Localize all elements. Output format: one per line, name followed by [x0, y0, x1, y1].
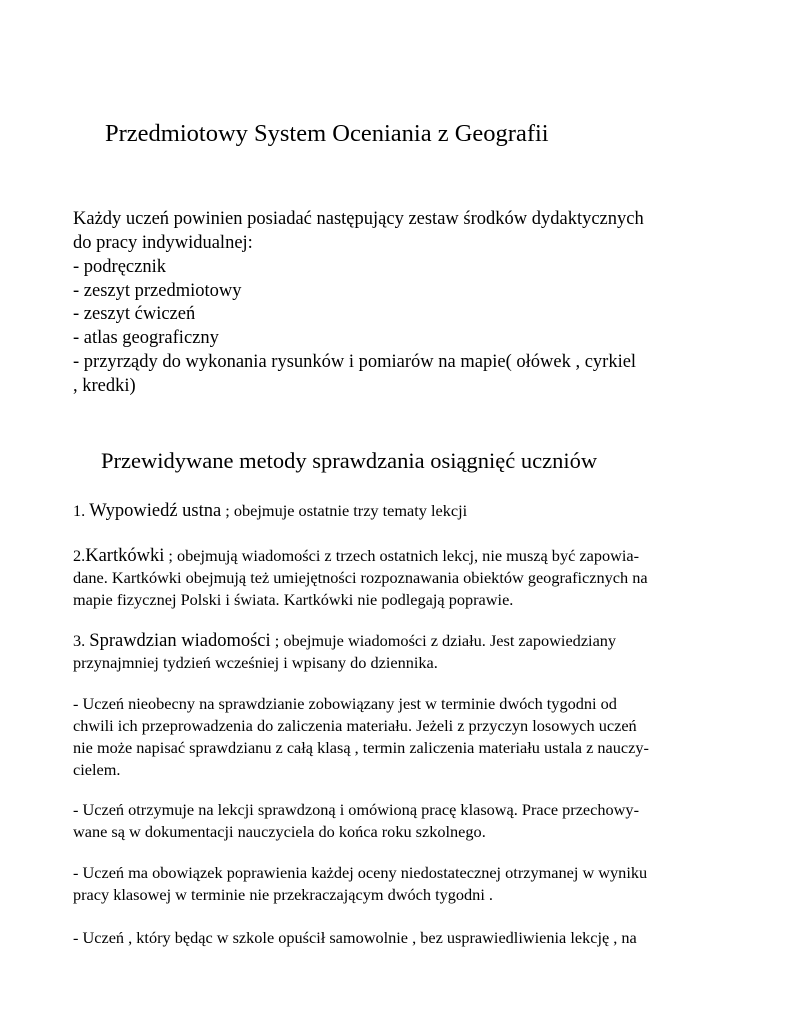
method-line [73, 500, 467, 522]
method-line [73, 545, 639, 567]
list-item: - przyrządy do wykonania rysunków i pomiarów na mapie( ołówek , cyrkiel [73, 352, 637, 372]
method-line [73, 630, 616, 652]
list-item: - podręcznik [73, 257, 166, 277]
intro-line: do pracy indywidualnej: [73, 233, 253, 253]
method-name: Sprawdzian wiadomości [89, 631, 271, 651]
rule-line: wane są w dokumentacji nauczyciela do końca roku szkolnego. [73, 822, 486, 841]
method-number: 1. [73, 501, 90, 520]
method-text: ; obejmują wiadomości z trzech ostatnich lekcj, nie muszą być zapowia- [164, 546, 640, 565]
method-name: Kartkówki [85, 546, 165, 566]
method-text: ; obejmuje wiadomości z działu. Jest zapowiedziany [270, 631, 617, 650]
method-line: mapie fizycznej Polski i świata. Kartkówki nie podlegają poprawie. [73, 590, 514, 609]
rule-line: - Uczeń otrzymuje na lekcji sprawdzoną i omówioną pracę klasową. Prace przechowy- [73, 800, 639, 819]
method-name: Wypowiedź ustna [89, 501, 222, 521]
list-item: , kredki) [73, 376, 136, 396]
rule-line: - Uczeń ma obowiązek poprawienia każdej oceny niedostatecznej otrzymanej w wyniku [73, 863, 648, 882]
list-item: - zeszyt ćwiczeń [73, 304, 196, 324]
method-line: przynajmniej tydzień wcześniej i wpisany do dziennika. [73, 653, 438, 672]
method-text: ; obejmuje ostatnie trzy tematy lekcji [221, 501, 468, 520]
intro-line: Każdy uczeń powinien posiadać następujący zestaw środków dydaktycznych [73, 209, 644, 229]
rule-line: - Uczeń , który będąc w szkole opuścił samowolnie , bez usprawiedliwienia lekcję , na [73, 928, 637, 947]
rule-line: chwili ich przeprowadzenia do zaliczenia materiału. Jeżeli z przyczyn losowych uczeń [73, 716, 637, 735]
section-heading: Przewidywane metody sprawdzania osiągnięć uczniów [101, 448, 598, 473]
list-item: - zeszyt przedmiotowy [73, 281, 242, 301]
document-title: Przedmiotowy System Oceniania z Geografii [105, 120, 549, 147]
method-number: 2. [73, 546, 86, 565]
list-item: - atlas geograficzny [73, 328, 219, 348]
rule-line: - Uczeń nieobecny na sprawdzianie zobowiązany jest w terminie dwóch tygodni od [73, 694, 617, 713]
rule-line: pracy klasowej w terminie nie przekraczającym dwóch tygodni . [73, 885, 493, 904]
method-number: 3. [73, 631, 90, 650]
rule-line: cielem. [73, 760, 121, 779]
rule-line: nie może napisać sprawdzianu z całą klasą , termin zaliczenia materiału ustala z nauczy- [73, 738, 649, 757]
method-line: dane. Kartkówki obejmują też umiejętności rozpoznawania obiektów geograficznych na [73, 568, 648, 587]
